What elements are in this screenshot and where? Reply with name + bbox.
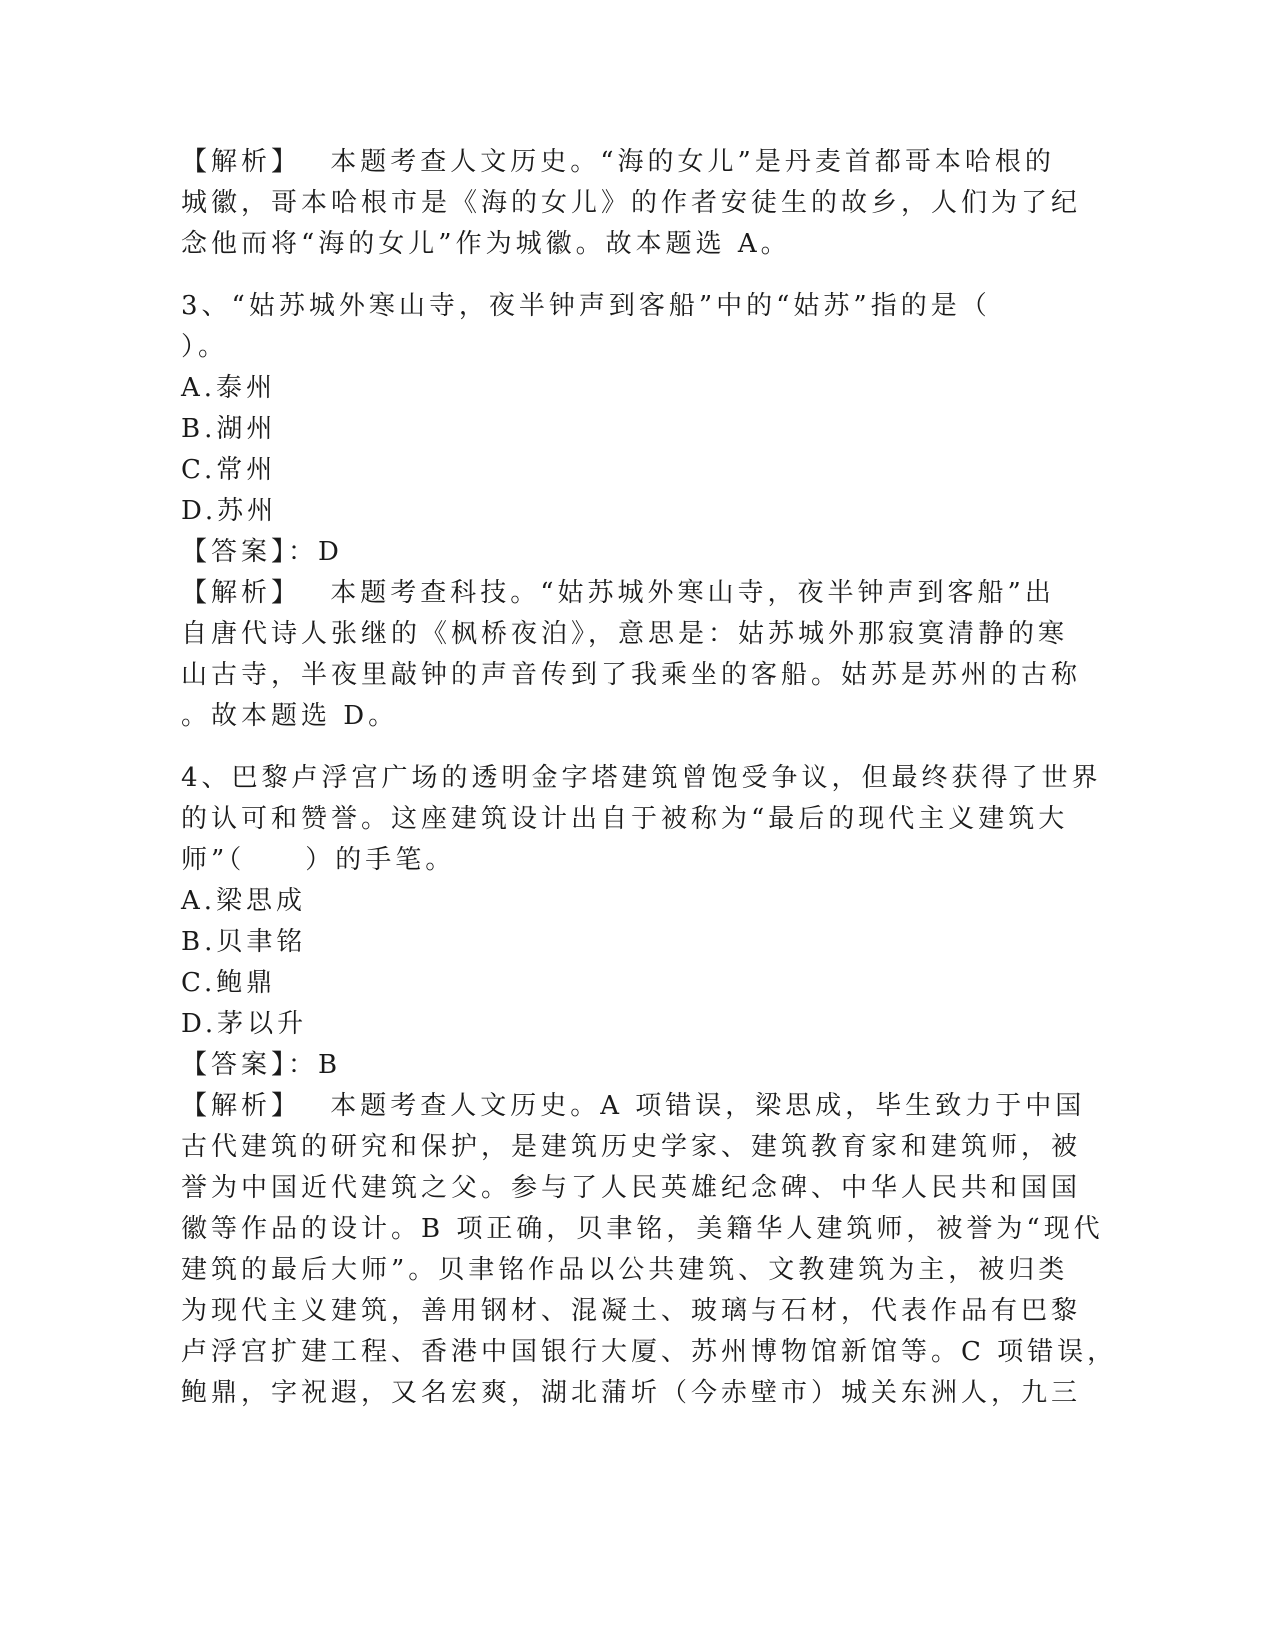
analysis-line: 卢浮宫扩建工程、香港中国银行大厦、苏州博物馆新馆等。C 项错误， [181, 1337, 1118, 1367]
analysis-line: 为现代主义建筑，善用钢材、混凝土、玻璃与石材，代表作品有巴黎 [181, 1296, 1082, 1326]
option-a: A.梁思成 [181, 886, 307, 916]
option-a: A.泰州 [181, 373, 277, 403]
question-line: ）。 [181, 332, 229, 362]
answer-line: 【答案】：D [181, 537, 343, 567]
analysis-line: 山古寺，半夜里敲钟的声音传到了我乘坐的客船。姑苏是苏州的古称 [181, 660, 1082, 690]
analysis-line: 誉为中国近代建筑之父。参与了人民英雄纪念碑、中华人民共和国国 [181, 1173, 1082, 1203]
analysis-line: 自唐代诗人张继的《枫桥夜泊》，意思是：姑苏城外那寂寞清静的寒 [181, 619, 1069, 649]
question-line: 4、巴黎卢浮宫广场的透明金字塔建筑曾饱受争议，但最终获得了世界 [181, 763, 1102, 793]
q3-options [181, 368, 1041, 532]
q3-answer [181, 532, 1041, 573]
option-c: C.常州 [181, 455, 277, 485]
q3-question [181, 286, 1041, 368]
analysis-line: 建筑的最后大师”。贝聿铭作品以公共建筑、文教建筑为主，被归类 [181, 1255, 1069, 1285]
analysis-line: 念他而将“海的女儿”作为城徽。故本题选 A。 [181, 229, 791, 259]
answer-line: 【答案】：B [181, 1050, 342, 1080]
q3-analysis [181, 573, 1082, 737]
q2-analysis [181, 142, 1082, 265]
option-d: D.茅以升 [181, 1009, 308, 1039]
option-c: C.鲍鼎 [181, 968, 277, 998]
analysis-line: 【解析】 本题考查人文历史。A 项错误，梁思成，毕生致力于中国 [181, 1091, 1086, 1121]
question-line: 3、“姑苏城外寒山寺，夜半钟声到客船”中的“姑苏”指的是（ [181, 291, 991, 321]
analysis-line: 。故本题选 D。 [181, 701, 399, 731]
q4-options [181, 881, 1041, 1045]
option-b: B.贝聿铭 [181, 927, 307, 957]
option-d: D.苏州 [181, 496, 278, 526]
analysis-line: 徽等作品的设计。B 项正确，贝聿铭，美籍华人建筑师，被誉为“现代 [181, 1214, 1104, 1244]
question-line: 师”（ ）的手笔。 [181, 845, 456, 875]
q4-analysis [181, 1086, 1118, 1414]
option-b: B.湖州 [181, 414, 277, 444]
q4-answer [181, 1045, 1041, 1086]
analysis-line: 【解析】 本题考查人文历史。“海的女儿”是丹麦首都哥本哈根的 [181, 147, 1055, 177]
question-line: 的认可和赞誉。这座建筑设计出自于被称为“最后的现代主义建筑大 [181, 804, 1069, 834]
analysis-line: 【解析】 本题考查科技。“姑苏城外寒山寺，夜半钟声到客船”出 [181, 578, 1055, 608]
document-content [181, 142, 1118, 1414]
analysis-line: 古代建筑的研究和保护，是建筑历史学家、建筑教育家和建筑师，被 [181, 1132, 1082, 1162]
analysis-line: 城徽，哥本哈根市是《海的女儿》的作者安徒生的故乡，人们为了纪 [181, 188, 1082, 218]
q4-question [181, 758, 1102, 881]
analysis-line: 鲍鼎，字祝遐，又名宏爽，湖北蒲圻（今赤壁市）城关东洲人，九三 [181, 1378, 1082, 1408]
